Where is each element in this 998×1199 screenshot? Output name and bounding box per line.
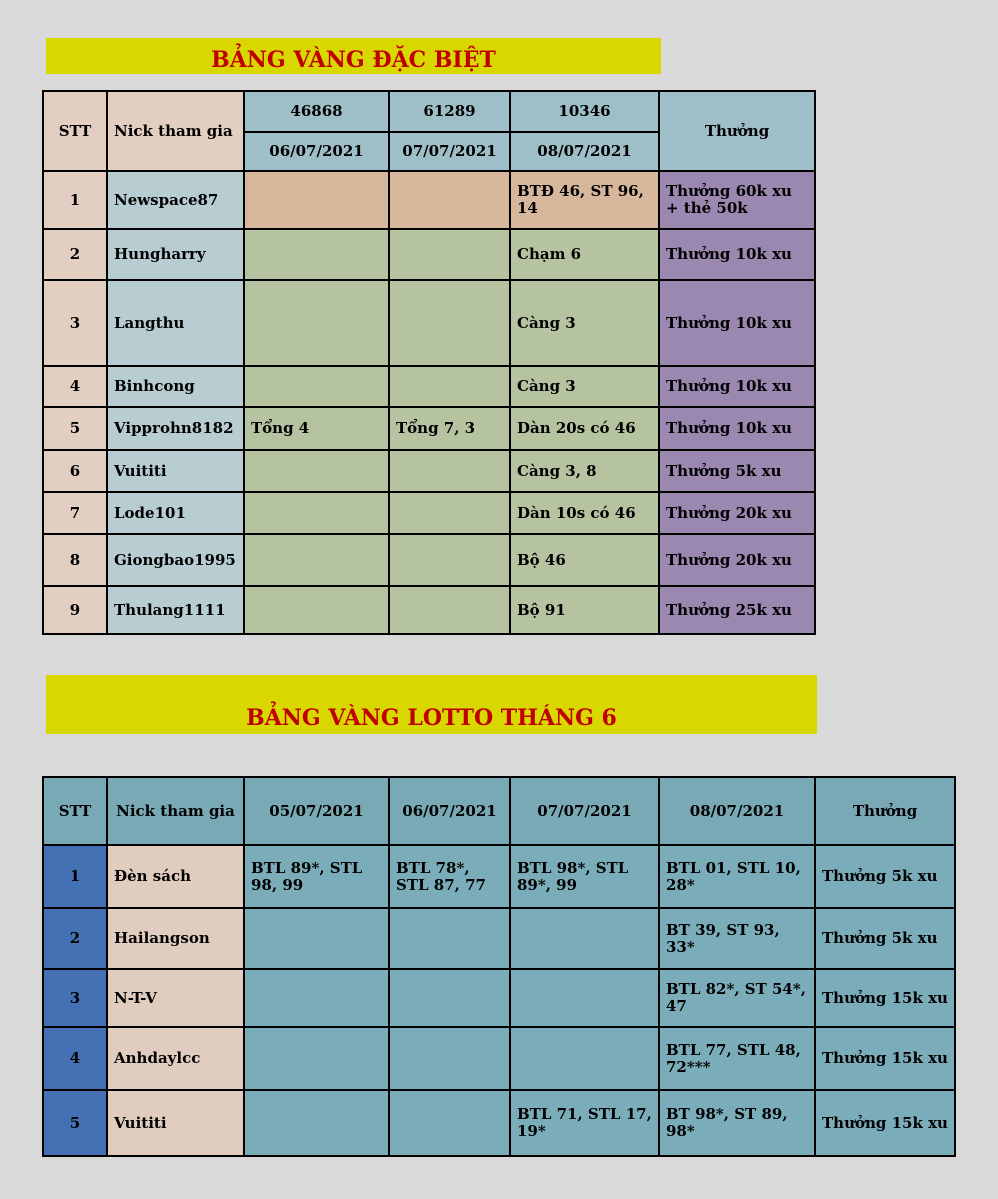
pick-cell: Tổng 4: [244, 407, 389, 450]
stt-header: STT: [43, 777, 107, 845]
stt-cell: 2: [43, 229, 107, 280]
result-number: 10346: [510, 91, 659, 132]
nick-cell: Newspace87: [107, 171, 244, 229]
date-header: 08/07/2021: [659, 777, 815, 845]
nick-cell: Vuititi: [107, 1090, 244, 1156]
reward-cell: Thưởng 15k xu: [815, 969, 955, 1027]
reward-cell: Thưởng 10k xu: [659, 229, 815, 280]
pick-cell: [389, 366, 510, 407]
pick-cell: BTL 77, STL 48, 72***: [659, 1027, 815, 1090]
table-row: [43, 1090, 955, 1156]
reward-cell: Thưởng 60k xu + thẻ 50k: [659, 171, 815, 229]
stt-cell: 1: [43, 845, 107, 908]
reward-cell: Thưởng 15k xu: [815, 1090, 955, 1156]
pick-cell: BTĐ 46, ST 96, 14: [510, 171, 659, 229]
nick-cell: Vuititi: [107, 450, 244, 492]
table-row: [43, 450, 815, 492]
reward-header: Thưởng: [815, 777, 955, 845]
nick-cell: Binhcong: [107, 366, 244, 407]
pick-cell: BTL 01, STL 10, 28*: [659, 845, 815, 908]
reward-cell: Thưởng 5k xu: [659, 450, 815, 492]
pick-cell: [244, 586, 389, 634]
date-header: 07/07/2021: [389, 132, 510, 171]
reward-cell: Thưởng 20k xu: [659, 492, 815, 534]
lotto-table: [42, 776, 956, 1157]
stt-cell: 3: [43, 969, 107, 1027]
reward-cell: Thưởng 10k xu: [659, 407, 815, 450]
pick-cell: [244, 229, 389, 280]
reward-cell: Thưởng 5k xu: [815, 845, 955, 908]
date-header: 07/07/2021: [510, 777, 659, 845]
table-row: [43, 366, 815, 407]
pick-cell: BTL 89*, STL 98, 99: [244, 845, 389, 908]
pick-cell: Dàn 10s có 46: [510, 492, 659, 534]
pick-cell: Dàn 20s có 46: [510, 407, 659, 450]
pick-cell: Bộ 91: [510, 586, 659, 634]
dac-biet-table: [42, 90, 816, 635]
reward-cell: Thưởng 15k xu: [815, 1027, 955, 1090]
reward-cell: Thưởng 20k xu: [659, 534, 815, 586]
pick-cell: [244, 280, 389, 366]
stt-cell: 5: [43, 407, 107, 450]
pick-cell: Càng 3: [510, 366, 659, 407]
pick-cell: [510, 1027, 659, 1090]
nick-cell: Anhdaylcc: [107, 1027, 244, 1090]
pick-cell: [389, 586, 510, 634]
pick-cell: Chạm 6: [510, 229, 659, 280]
reward-cell: Thưởng 10k xu: [659, 366, 815, 407]
date-header: 05/07/2021: [244, 777, 389, 845]
reward-cell: Thưởng 25k xu: [659, 586, 815, 634]
table-row: [43, 586, 815, 634]
stt-cell: 9: [43, 586, 107, 634]
pick-cell: Tổng 7, 3: [389, 407, 510, 450]
pick-cell: [244, 171, 389, 229]
table-row: [43, 969, 955, 1027]
pick-cell: [389, 969, 510, 1027]
nick-header: Nick tham gia: [107, 91, 244, 171]
pick-cell: [510, 969, 659, 1027]
pick-cell: [389, 534, 510, 586]
nick-cell: Hungharry: [107, 229, 244, 280]
stt-cell: 8: [43, 534, 107, 586]
table-row: [43, 492, 815, 534]
nick-header: Nick tham gia: [107, 777, 244, 845]
pick-cell: BT 39, ST 93, 33*: [659, 908, 815, 969]
table-row: [43, 845, 955, 908]
pick-cell: [244, 534, 389, 586]
pick-cell: [389, 171, 510, 229]
pick-cell: [244, 1027, 389, 1090]
pick-cell: [244, 969, 389, 1027]
table-row: [43, 171, 815, 229]
pick-cell: [510, 908, 659, 969]
reward-header: Thưởng: [659, 91, 815, 171]
pick-cell: [244, 450, 389, 492]
pick-cell: Càng 3, 8: [510, 450, 659, 492]
result-number: 46868: [244, 91, 389, 132]
stt-cell: 6: [43, 450, 107, 492]
reward-cell: Thưởng 10k xu: [659, 280, 815, 366]
pick-cell: BTL 82*, ST 54*, 47: [659, 969, 815, 1027]
stt-cell: 4: [43, 366, 107, 407]
date-header: 08/07/2021: [510, 132, 659, 171]
table-row: [43, 229, 815, 280]
pick-cell: Càng 3: [510, 280, 659, 366]
pick-cell: BTL 71, STL 17, 19*: [510, 1090, 659, 1156]
pick-cell: [244, 1090, 389, 1156]
nick-cell: Thulang1111: [107, 586, 244, 634]
pick-cell: [389, 450, 510, 492]
nick-cell: Hailangson: [107, 908, 244, 969]
result-number: 61289: [389, 91, 510, 132]
stt-header: STT: [43, 91, 107, 171]
pick-cell: [389, 229, 510, 280]
nick-cell: Vipprohn8182: [107, 407, 244, 450]
date-header: 06/07/2021: [244, 132, 389, 171]
nick-cell: Langthu: [107, 280, 244, 366]
pick-cell: [244, 492, 389, 534]
stt-cell: 7: [43, 492, 107, 534]
stt-cell: 5: [43, 1090, 107, 1156]
stt-cell: 2: [43, 908, 107, 969]
table-row: [43, 534, 815, 586]
pick-cell: [389, 280, 510, 366]
nick-cell: Lode101: [107, 492, 244, 534]
pick-cell: Bộ 46: [510, 534, 659, 586]
pick-cell: BTL 78*, STL 87, 77: [389, 845, 510, 908]
table-row: [43, 1027, 955, 1090]
pick-cell: BT 98*, ST 89, 98*: [659, 1090, 815, 1156]
nick-cell: Đèn sách: [107, 845, 244, 908]
stt-cell: 1: [43, 171, 107, 229]
nick-cell: Giongbao1995: [107, 534, 244, 586]
stt-cell: 3: [43, 280, 107, 366]
table-row: [43, 908, 955, 969]
pick-cell: [389, 1090, 510, 1156]
nick-cell: N-T-V: [107, 969, 244, 1027]
reward-cell: Thưởng 5k xu: [815, 908, 955, 969]
pick-cell: [389, 908, 510, 969]
pick-cell: BTL 98*, STL 89*, 99: [510, 845, 659, 908]
date-header: 06/07/2021: [389, 777, 510, 845]
stt-cell: 4: [43, 1027, 107, 1090]
pick-cell: [389, 1027, 510, 1090]
title-banner-lotto: BẢNG VÀNG LOTTO THÁNG 6: [46, 675, 817, 734]
pick-cell: [244, 908, 389, 969]
table-row: [43, 280, 815, 366]
table-row: [43, 407, 815, 450]
pick-cell: [244, 366, 389, 407]
title-banner-dac-biet: BẢNG VÀNG ĐẶC BIỆT: [46, 38, 661, 74]
pick-cell: [389, 492, 510, 534]
